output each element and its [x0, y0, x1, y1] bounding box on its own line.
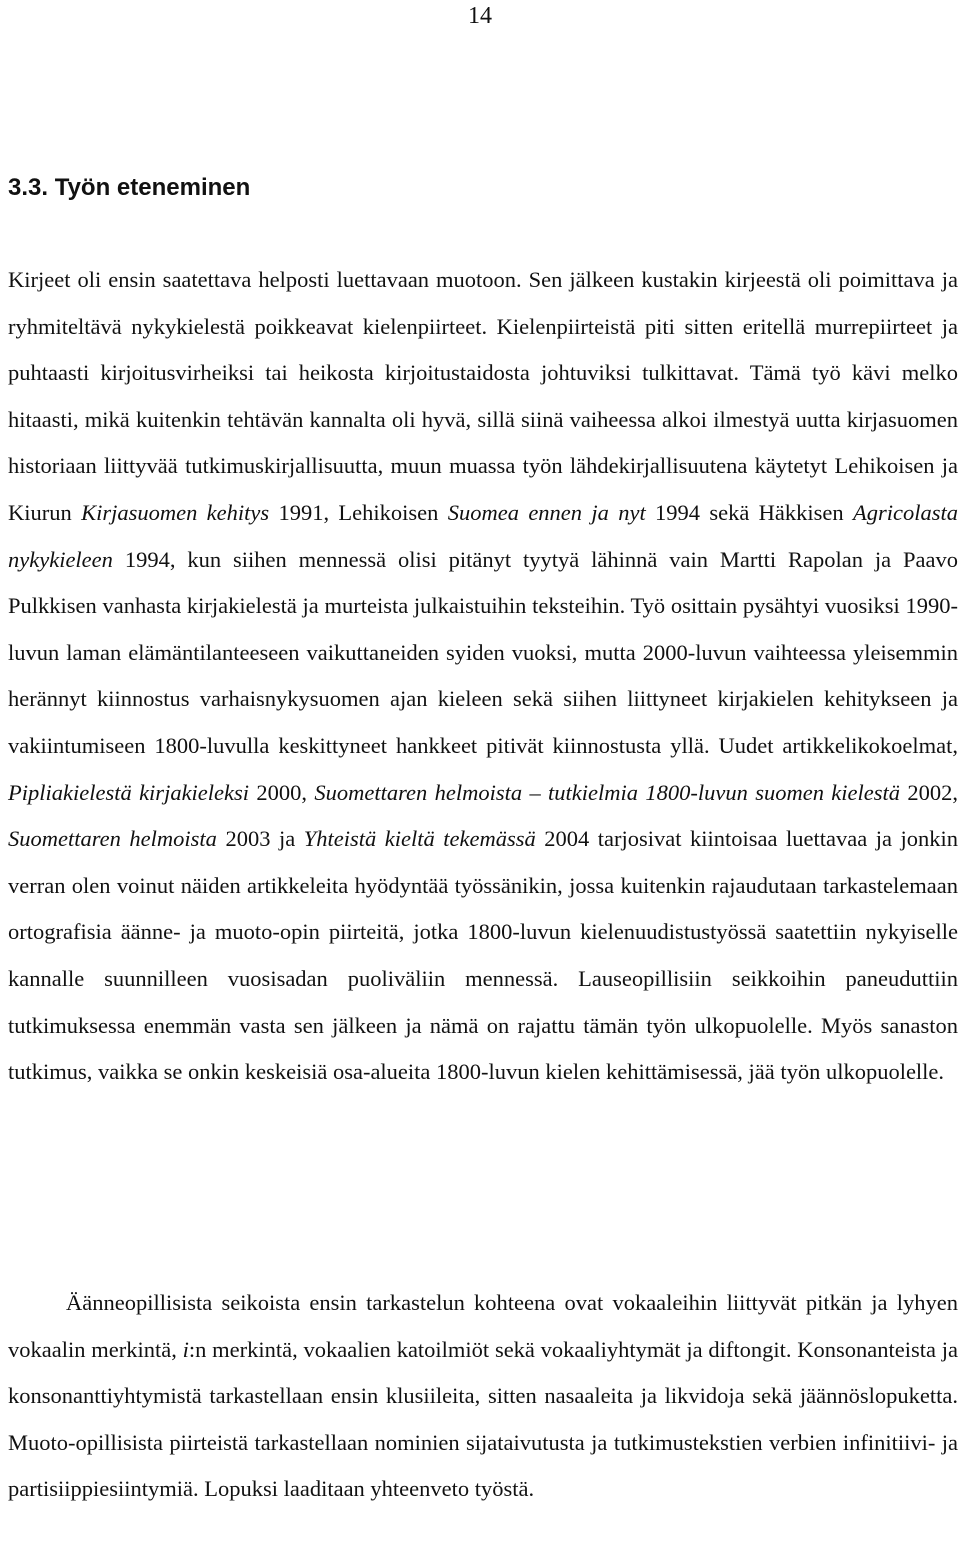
text-run: 2002, [900, 779, 959, 805]
italic-title: Agricolasta nykykieleen [8, 499, 958, 572]
text-run: Kirjeet oli ensin saatettava helposti luettavaan muotoon. Sen jälkeen kustakin kirjeestä oli poimittava ja ryhmiteltävä nykykielestä poikkeavat kielenpiirteet. Kielenpiirteistä piti sitten eritellä murrepiirteet ja puhtaasti kirjoitusvirheiksi tai heikosta kirjoitustaidosta johtuviksi tulkittavat. Tämä työ kävi melko hitaasti, mikä kuitenkin tehtävän kannalta oli hyvä, sillä siinä vaiheessa alkoi ilmestyä uutta kirjasuomen historiaan liittyvää tutkimuskirjallisuutta, muun muassa työn lähdekirjallisuutena käytetyt Lehikoisen ja Kiurun [8, 267, 958, 525]
italic-title: Yhteistä kieltä tekemässä [303, 826, 536, 852]
page-number: 14 [468, 3, 492, 29]
italic-title: Pipliakielestä kirjakieleksi [8, 779, 250, 805]
text-run: 2000, [249, 779, 315, 805]
section-heading: 3.3. Työn eteneminen [8, 174, 251, 201]
text-run: 2004 tarjosivat kiintoisaa luettavaa ja jonkin verran olen voinut näiden artikkeleita hyödyntää työssänikin, jossa kuitenkin rajaudutaan tarkastelemaan ortografisia äänne- ja muoto-opin piirteitä, jotka 1800-luvun kielenuudistustyössä saatettiin nykyiselle kannalle suunnilleen vuosisadan puoliväliin mennessä. Lauseopillisiin seikkoihin paneuduttiin tutkimuksessa enemmän vasta sen jälkeen ja nämä on rajattu tämän työn ulkopuolelle. Myös sanaston tutkimus, vaikka se onkin keskeisiä osa-alueita 1800-luvun kielen kehittämisessä, jää työn ulkopuolelle. [8, 826, 958, 1085]
text-run: Äänneopillisista seikoista ensin tarkastelun kohteena ovat vokaaleihin liittyvät pitkän ja lyhyen vokaalin merkintä, [8, 1290, 958, 1362]
italic-term: i [182, 1336, 189, 1362]
italic-title: Suomea ennen ja nyt [447, 499, 646, 525]
text-run: :n merkintä, vokaalien katoilmiöt sekä vokaaliyhtymät ja diftongit. Konsonanteista ja konsonanttiyhtymistä tarkastellaan ensin klusiileita, sitten nasaaleita ja likvidoja sekä jäännöslopuketta. Muoto-opillisista piirteistä tarkastellaan nominien sijataivutusta ja tutkimustekstien verbien infinitiivi- ja partisiippiesiintymiä. Lopuksi laaditaan yhteenveto työstä. [8, 1336, 958, 1502]
italic-title: Suomettaren helmoista [8, 826, 217, 852]
italic-title: Kirjasuomen kehitys [81, 499, 270, 525]
text-run: 2003 ja [216, 826, 304, 852]
body-paragraph-1 [8, 257, 958, 1096]
body-paragraph-2 [8, 1280, 958, 1513]
italic-title: Suomettaren helmoista – tutkielmia 1800-luvun suomen kielestä [314, 779, 901, 805]
text-run: 1994 sekä Häkkisen [645, 499, 853, 525]
text-run: 1994, kun siihen mennessä olisi pitänyt tyytyä lähinnä vain Martti Rapolan ja Paavo Pulkkisen vanhasta kirjakielestä ja murteista julkaistuihin teksteihin. Työ osittain pysähtyi vuosiksi 1990-luvun laman elämäntilanteeseen vaikuttaneiden syiden vuoksi, mutta 2000-luvun vaihteessa yleisemmin herännyt kiinnostus varhaisnykysuomen ajan kieleen sekä siihen liittyneet kirjakielen kehitykseen ja vakiintumiseen 1800-luvulla keskittyneet hankkeet pitivät kiinnostusta yllä. Uudet artikkelikokoelmat, [8, 546, 958, 758]
text-run: 1991, Lehikoisen [269, 499, 448, 525]
